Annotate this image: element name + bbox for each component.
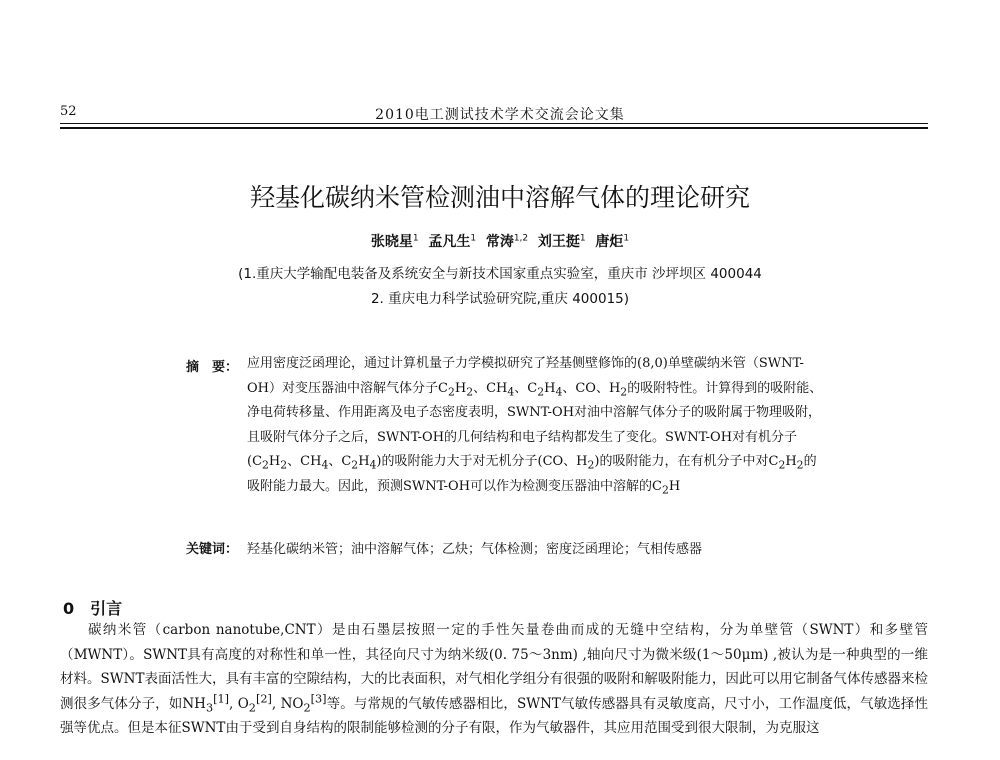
author-name: 张晓星 [370, 234, 413, 250]
affiliation-1: (1.重庆大学输配电装备及系统安全与新技术国家重点实验室，重庆市 沙坪坝区 400044 [238, 266, 762, 282]
author-name: 常涛 [485, 234, 514, 250]
section-heading: 0 引言 [63, 599, 123, 618]
affiliation-2: 2. 重庆电力科学试验研究院,重庆 400015) [370, 291, 630, 307]
body-paragraph: 碳纳米管（carbon nanotube,CNT）是由石墨层按照一定的手性矢量卷曲而成的无缝中空结构，分为单壁管（SWNT）和多壁管（MWNT）。SWNT具有高度的对称性和单一性，其径向尺寸为纳米级(0. 75～3nm) ,轴向尺寸为微米级(1～50μm) ,被认为是一种典型的一维材料。SWNT表面活性大，具有丰富的空隙结构，大的比表面积，对气相化学组分有很强的吸附和解吸附能力，因此可以用它制备气体传感器来检测很多气体分子，如$NH_3[1]$, $O_2[2]$, $NO_2[3]$等。与常规的气敏传感器相比，SWNT气敏传感器具有灵敏度高，尺寸小，工作温度低，气敏选择性强等优点。但是本征SWNT由于受到自身结构的限制能够检测的分子有限，作为气敏器件，其应用范围受到很大限制，为克服这 [60, 622, 928, 736]
header-rule-thick [60, 127, 928, 129]
running-title: 2010电工测试技术学术交流会论文集 [375, 107, 625, 123]
author-mark: 1 [623, 233, 630, 244]
author-mark: 1 [412, 233, 419, 244]
abstract-text: 应用密度泛函理论，通过计算机量子力学模拟研究了羟基侧壁修饰的(8,0)单壁碳纳米管（SWNT-OH）对变压器油中溶解气体分子$C_2H_2$、$CH_4$、$C_2H_4$、CO、$H_2$的吸附特性。计算得到的吸附能、净电荷转移量、作用距离及电子态密度表明，SWNT-OH对油中溶解气体分子的吸附属于物理吸附，且吸附气体分子之后，SWNT-OH的几何结构和电子结构都发生了变化。SWNT-OH对有机分子($C_2H_2$、$CH_4$、$C_2H_4$)的吸附能力大于对无机分子(CO、$H_2$)的吸附能力，在有机分子中对$C_2H_2$的吸附能力最大。因此，预测SWNT-OH可以作为检测变压器油中溶解的$C_2H$ [247, 356, 823, 497]
author-name: 刘王挺 [537, 234, 580, 250]
abstract-label: 摘 要： [186, 360, 239, 375]
author-name: 孟凡生 [428, 234, 471, 250]
author-mark: 1 [579, 233, 586, 244]
page-number: 52 [60, 104, 77, 119]
author-list [0, 231, 1000, 251]
paper-title: 羟基化碳纳米管检测油中溶解气体的理论研究 [249, 183, 750, 212]
author-mark: 1,2 [513, 233, 529, 244]
author-mark: 1 [470, 233, 477, 244]
header-rule-thin [60, 123, 928, 124]
keywords-label: 关键词： [186, 542, 239, 557]
keywords-text: 羟基化碳纳米管；油中溶解气体；乙炔；气体检测；密度泛函理论；气相传感器 [247, 542, 703, 557]
author-name: 唐炬 [595, 234, 624, 250]
